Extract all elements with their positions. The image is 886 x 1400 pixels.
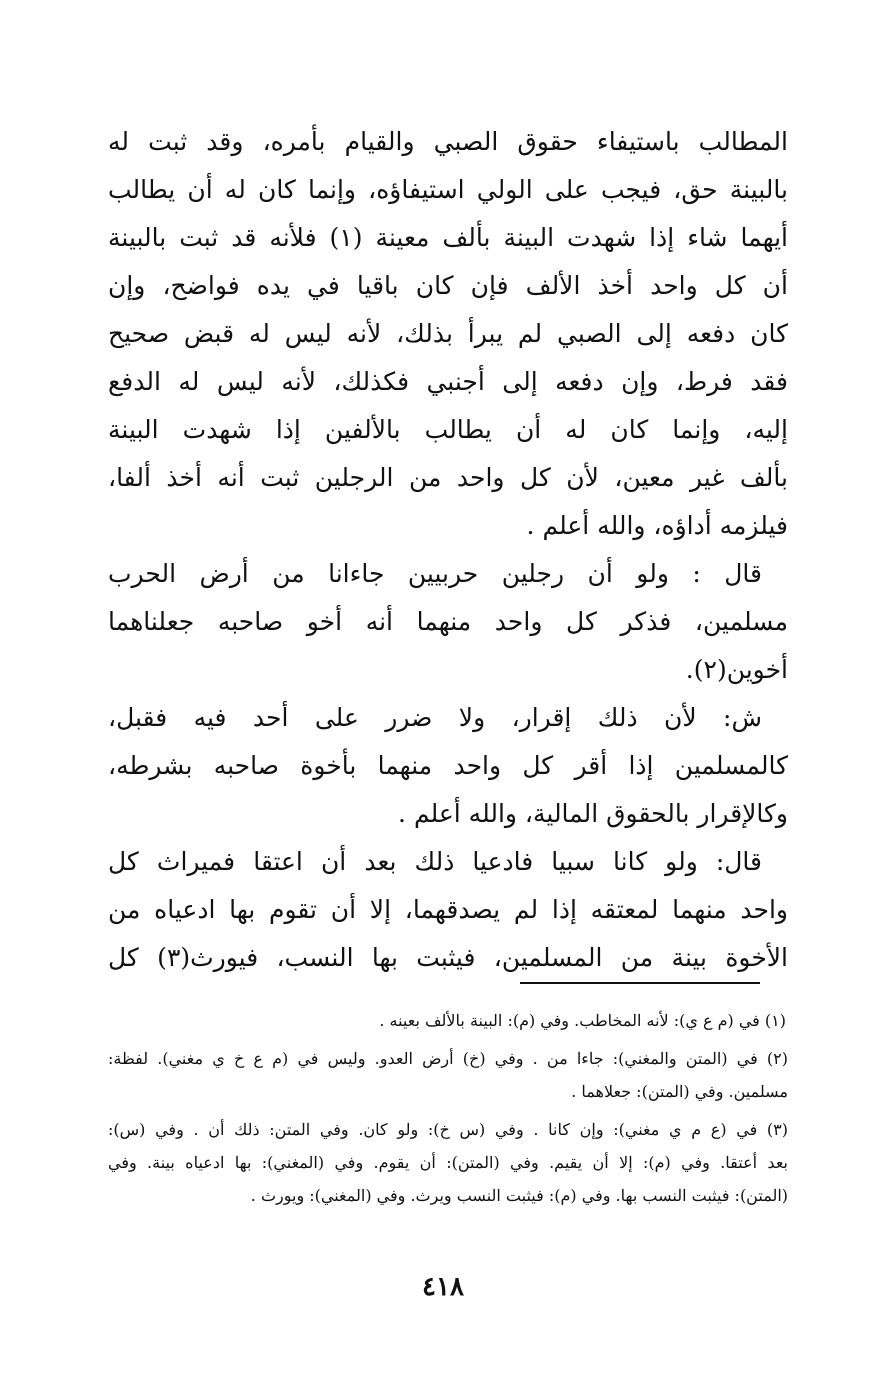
footnote-line: (المتن): فيثبت النسب بها. وفي (م): فيثبت النسب ويرث. وفي (المغني): ويورث .	[250, 1186, 788, 1205]
footnote-divider	[520, 982, 760, 984]
text-line: فيلزمه أداؤه، والله أعلم .	[526, 511, 788, 540]
footnote-line: مسلمين. وفي (المتن): جعلاهما .	[571, 1082, 788, 1101]
text-line: أخوين(٢).	[685, 655, 788, 684]
footnote-line: (٢) في (المتن والمغني): جاءا من . وفي (خ) أرض العدو. وليس في (م ع خ ي مغني). لفظة:	[108, 1049, 788, 1068]
text-line: بالبينة حق، فيجب على الولي استيفاؤه، وإنما كان له أن يطالب	[108, 175, 788, 204]
footnote-line: (١) في (م ع ي): لأنه المخاطب. وفي (م): البينة بالألف بعينه .	[379, 1011, 786, 1030]
text-line: أن كل واحد أخذ الألف فإن كان باقيا في يده فواضح، وإن	[108, 271, 788, 300]
paragraph-start-line: ش: لأن ذلك إقرار، ولا ضرر على أحد فيه فقبل،	[108, 703, 762, 732]
main-text-block	[108, 118, 788, 982]
footnote-line: (٣) في (ع م ي مغني): وإن كانا . وفي (س خ): ولو كان. وفي المتن: ذلك أن . وفي (س):	[108, 1120, 788, 1139]
text-line: كان دفعه إلى الصبي لم يبرأ بذلك، لأنه ليس له قبض صحيح	[108, 319, 788, 348]
text-line: إليه، وإنما كان له أن يطالب بالألفين إذا شهدت البينة	[108, 415, 788, 444]
text-line: أيهما شاء إذا شهدت البينة بألف معينة (١) فلأنه قد ثبت بالبينة	[108, 223, 788, 252]
paragraph-start-line: قال : ولو أن رجلين حربيين جاءانا من أرض الحرب	[108, 559, 762, 588]
footnote-line: بعد أعتقا. وفي (م): إلا أن يقيم. وفي (المتن): أن يقوم. وفي (المغني): بها ادعياه بينة. وفي	[108, 1153, 788, 1172]
footnotes-block	[108, 1004, 788, 1212]
text-line: مسلمين، فذكر كل واحد منهما أنه أخو صاحبه جعلناهما	[108, 607, 788, 636]
text-line: بألف غير معين، لأن كل واحد من الرجلين ثبت أنه أخذ ألفا،	[108, 463, 788, 492]
text-line: فقد فرط، وإن دفعه إلى أجنبي فكذلك، لأنه ليس له الدفع	[108, 367, 788, 396]
text-line: واحد منهما لمعتقه إذا لم يصدقهما، إلا أن تقوم بها ادعياه من	[108, 895, 788, 924]
text-line: المطالب باستيفاء حقوق الصبي والقيام بأمره، وقد ثبت له	[108, 127, 788, 156]
text-line: كالمسلمين إذا أقر كل واحد منهما بأخوة صاحبه بشرطه،	[108, 751, 788, 780]
text-line: الأخوة بينة من المسلمين، فيثبت بها النسب، فيورث(٣) كل	[108, 943, 788, 972]
page-number: ٤١٨	[422, 1272, 464, 1302]
paragraph-start-line: قال: ولو كانا سبيا فادعيا ذلك بعد أن اعتقا فميراث كل	[108, 847, 762, 876]
text-line: وكالإقرار بالحقوق المالية، والله أعلم .	[398, 799, 788, 828]
